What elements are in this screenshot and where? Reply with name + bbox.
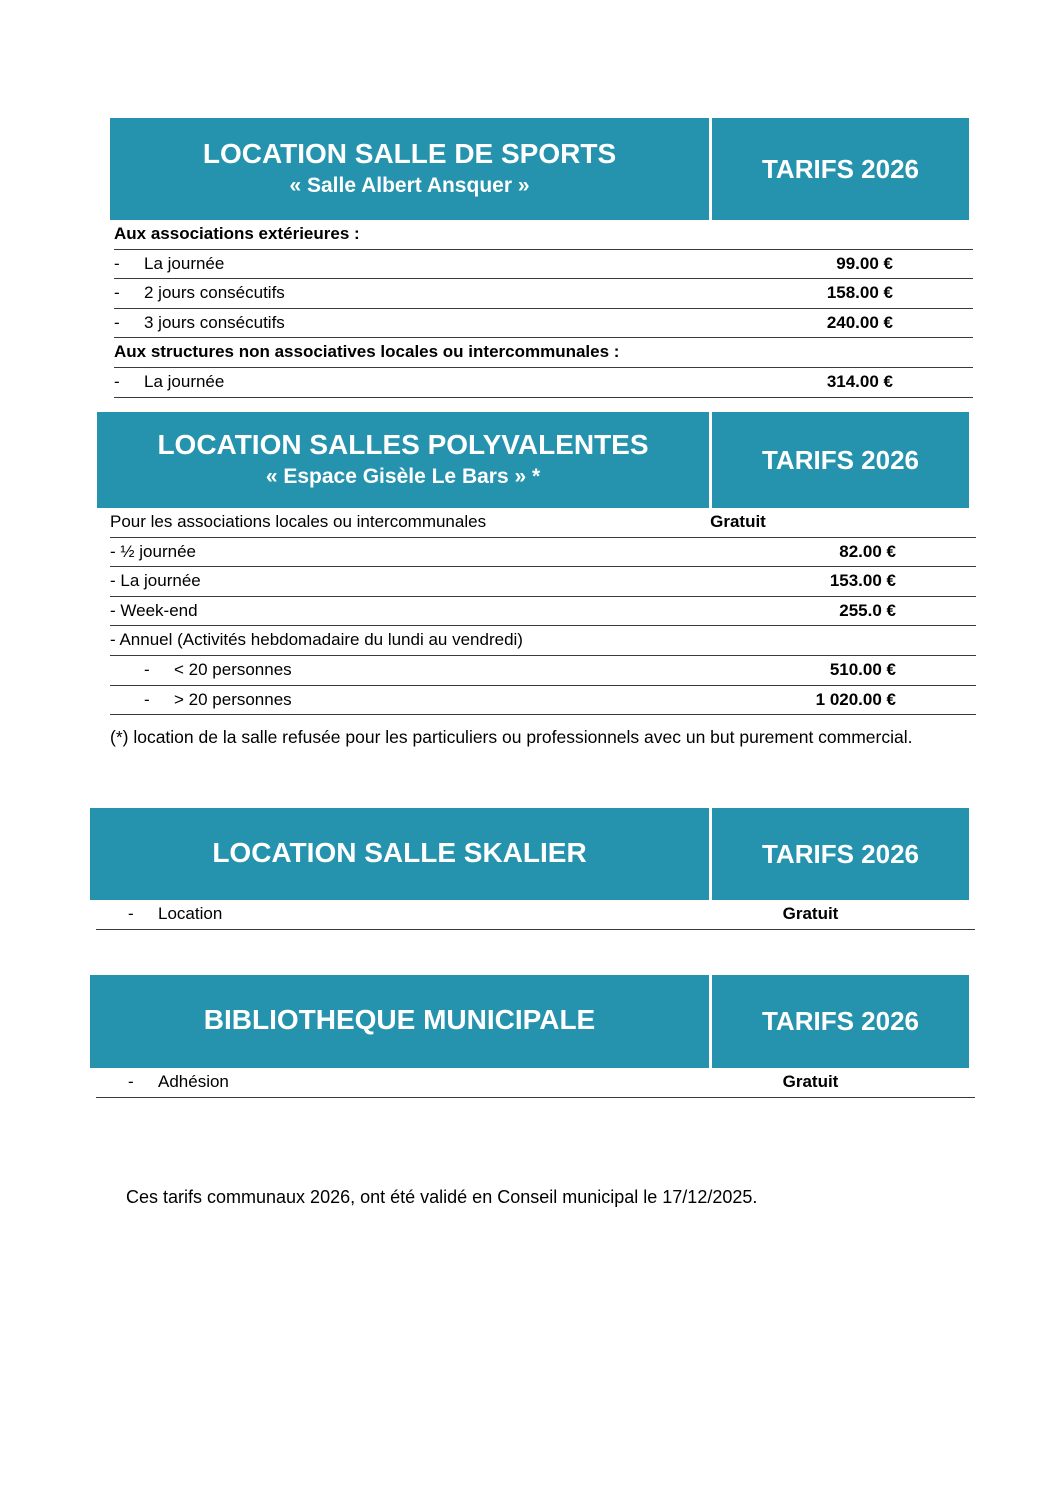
table-row xyxy=(110,538,976,568)
table-footnote-polyvalentes: (*) location de la salle refusée pour les particuliers ou professionnels avec un but purement commercial. xyxy=(110,727,913,747)
bullet-dash-icon: - xyxy=(114,283,120,303)
row-value: Gratuit xyxy=(710,512,766,531)
bullet-dash-icon: - xyxy=(144,689,150,709)
row-label-wrapper xyxy=(96,1068,746,1097)
table-header-banner-sports xyxy=(110,118,969,220)
row-label: Aux associations extérieures : xyxy=(114,224,360,243)
row-label-wrapper xyxy=(110,656,770,685)
table-row xyxy=(110,656,976,686)
banner-title-line1: LOCATION SALLE SKALIER xyxy=(212,836,587,868)
table-header-banner-bibliotheque xyxy=(90,975,969,1068)
row-label: - Annuel (Activités hebdomadaire du lundi au vendredi) xyxy=(110,630,523,650)
row-value: 153.00 € xyxy=(829,571,896,591)
row-value: 82.00 € xyxy=(839,541,896,561)
table-row xyxy=(110,508,976,538)
table-row xyxy=(96,1068,975,1098)
banner-title-skalier xyxy=(90,808,712,900)
tariff-table-bibliotheque xyxy=(90,975,969,1098)
row-value: 99.00 € xyxy=(836,253,893,273)
row-label: Aux structures non associatives locales ou intercommunales : xyxy=(114,342,620,362)
tariff-rows-skalier xyxy=(96,900,975,930)
row-label: Pour les associations locales ou intercommunales xyxy=(110,512,487,531)
table-row xyxy=(110,626,976,656)
banner-title-polyvalentes xyxy=(97,412,712,508)
row-label-wrapper xyxy=(114,250,784,279)
table-row xyxy=(114,338,973,368)
row-label: - La journée xyxy=(110,571,201,591)
banner-title-bibliotheque xyxy=(90,975,712,1068)
row-label: Adhésion xyxy=(158,1072,229,1091)
table-row xyxy=(114,250,973,280)
row-value: 240.00 € xyxy=(826,312,893,332)
banner-subtitle: « Espace Gisèle Le Bars » * xyxy=(265,464,541,488)
banner-title-sports xyxy=(110,118,712,220)
bullet-dash-icon: - xyxy=(128,1072,134,1091)
row-label-wrapper xyxy=(110,686,770,715)
row-label-wrapper xyxy=(114,368,784,397)
tariff-table-skalier xyxy=(90,808,969,930)
table-row xyxy=(114,368,973,398)
row-value: 510.00 € xyxy=(829,660,896,680)
table-row xyxy=(110,597,976,627)
tariff-rows-bibliotheque xyxy=(96,1068,975,1098)
banner-price-header-skalier: TARIFS 2026 xyxy=(761,838,919,869)
row-label: - ½ journée xyxy=(110,541,196,561)
table-row xyxy=(110,686,976,716)
row-label: La journée xyxy=(144,253,225,273)
row-label: Location xyxy=(158,904,223,923)
banner-title-line1: LOCATION SALLE DE SPORTS xyxy=(202,138,617,170)
row-label: 2 jours consécutifs xyxy=(144,283,285,303)
row-label: < 20 personnes xyxy=(174,660,292,680)
row-label: 3 jours consécutifs xyxy=(144,312,285,332)
row-value: 1 020.00 € xyxy=(815,689,896,709)
tariff-table-sports xyxy=(110,118,969,398)
row-value: 314.00 € xyxy=(826,372,893,392)
bullet-dash-icon: - xyxy=(114,372,120,392)
row-label: - Week-end xyxy=(110,600,198,620)
banner-price-header-bibliotheque: TARIFS 2026 xyxy=(761,1006,919,1036)
tariff-rows-polyvalentes xyxy=(110,508,976,715)
table-row xyxy=(114,220,973,250)
row-value: 158.00 € xyxy=(826,283,893,303)
tariff-table-polyvalentes xyxy=(97,412,969,715)
bullet-dash-icon: - xyxy=(114,312,120,332)
banner-subtitle: « Salle Albert Ansquer » xyxy=(289,173,530,197)
banner-price-header-sports: TARIFS 2026 xyxy=(761,153,919,184)
table-row xyxy=(96,900,975,930)
row-value: Gratuit xyxy=(782,904,839,923)
row-label-wrapper xyxy=(114,279,784,308)
table-row xyxy=(110,567,976,597)
row-value: 255.0 € xyxy=(839,600,896,620)
row-label-wrapper xyxy=(114,309,784,338)
bullet-dash-icon: - xyxy=(128,904,134,923)
banner-title-line1: LOCATION SALLES POLYVALENTES xyxy=(157,429,649,461)
table-header-banner-polyvalentes xyxy=(97,412,969,508)
banner-price-header-polyvalentes: TARIFS 2026 xyxy=(761,444,919,475)
bullet-dash-icon: - xyxy=(114,253,120,273)
row-label: > 20 personnes xyxy=(174,689,292,709)
row-label-wrapper xyxy=(96,900,746,929)
row-value: Gratuit xyxy=(782,1072,839,1091)
table-row xyxy=(114,279,973,309)
table-row xyxy=(114,309,973,339)
banner-title-line1: BIBLIOTHEQUE MUNICIPALE xyxy=(203,1004,596,1036)
closing-validation-note: Ces tarifs communaux 2026, ont été validé en Conseil municipal le 17/12/2025. xyxy=(126,1187,758,1207)
bullet-dash-icon: - xyxy=(144,660,150,680)
table-header-banner-skalier xyxy=(90,808,969,900)
tariff-rows-sports xyxy=(114,220,973,398)
row-label: La journée xyxy=(144,372,225,392)
